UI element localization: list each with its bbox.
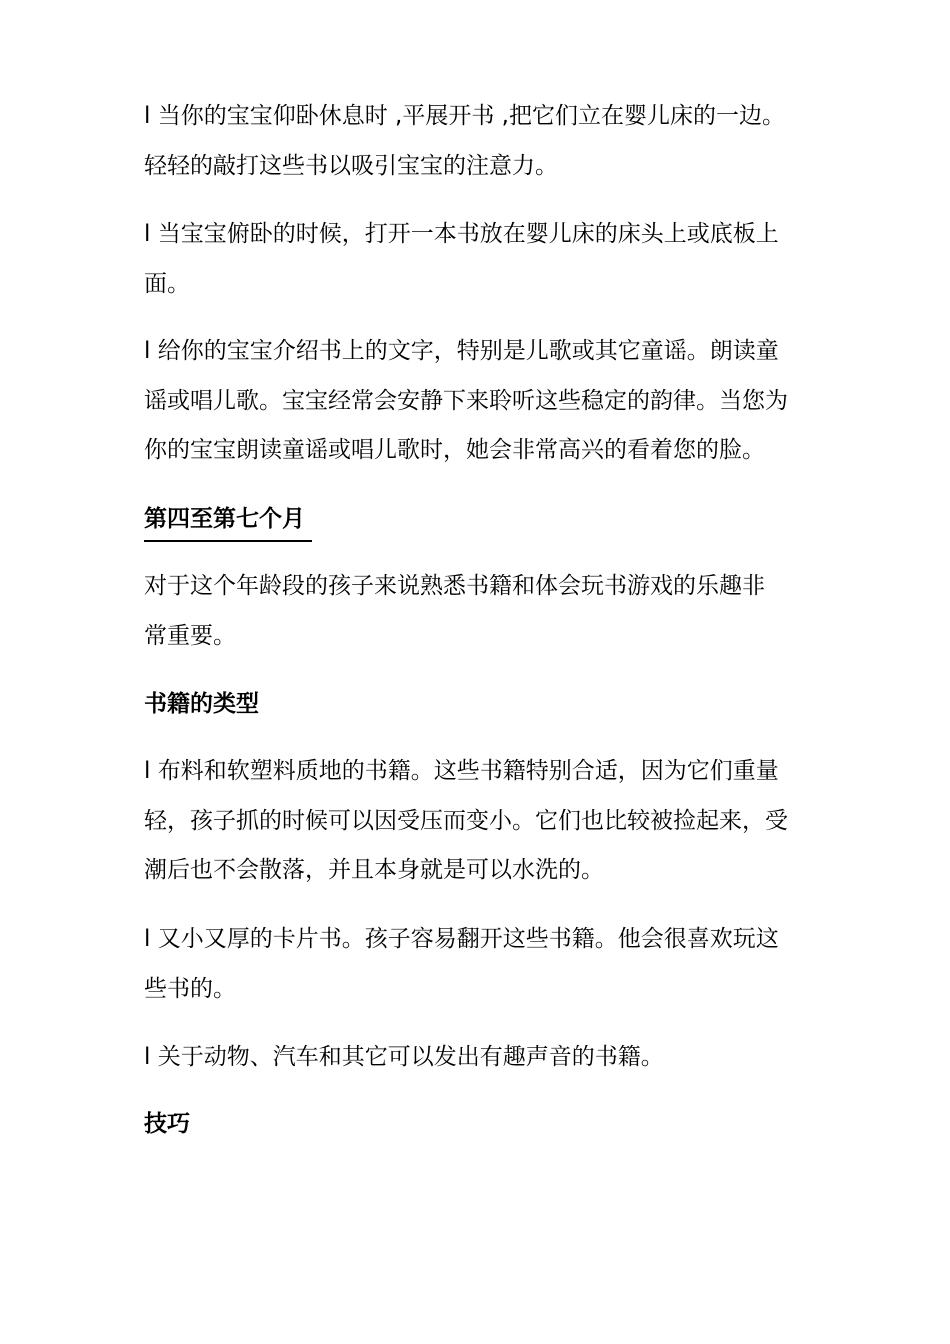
paragraph-rhymes-tip	[144, 327, 824, 476]
text-line: l 又小又厚的卡片书。孩子容易翻开这些书籍。他会很喜欢玩这	[144, 926, 779, 952]
text-line: l 当你的宝宝仰卧休息时 ,平展开书 ,把它们立在婴儿床的一边。	[144, 103, 785, 129]
text-line: 面。	[144, 270, 190, 297]
paragraph-cloth-books	[144, 747, 824, 896]
paragraph-sound-books	[144, 1033, 824, 1083]
section-heading-months-4-7: 第四至第七个月	[144, 506, 305, 532]
text-line: 轻轻的敲打这些书以吸引宝宝的注意力。	[144, 152, 558, 179]
text-line: 谣或唱儿歌。宝宝经常会安静下来聆听这些稳定的韵律。当您为	[144, 387, 788, 414]
text-line: 些书的。	[144, 975, 236, 1002]
paragraph-supine-tip	[144, 92, 824, 191]
text-line: 你的宝宝朗读童谣或唱儿歌时，她会非常高兴的看着您的脸。	[144, 437, 765, 463]
section-heading-book-types: 书籍的类型	[144, 691, 259, 717]
text-line: 潮后也不会散落，并且本身就是可以水洗的。	[144, 857, 604, 883]
paragraph-age-intro	[144, 562, 824, 661]
heading-underline	[144, 540, 312, 542]
text-line: 常重要。	[144, 622, 236, 649]
text-line: l 布料和软塑料质地的书籍。这些书籍特别合适，因为它们重量	[144, 758, 779, 784]
text-line: 对于这个年龄段的孩子来说熟悉书籍和体会玩书游戏的乐趣非	[144, 573, 765, 599]
text-line: l 关于动物、汽车和其它可以发出有趣声音的书籍。	[144, 1044, 664, 1070]
paragraph-prone-tip	[144, 210, 824, 309]
paragraph-card-books	[144, 915, 824, 1014]
section-heading-tips: 技巧	[144, 1111, 190, 1137]
text-line: l 当宝宝俯卧的时候，打开一本书放在婴儿床的床头上或底板上	[144, 221, 779, 247]
text-line: 轻，孩子抓的时候可以因受压而变小。它们也比较被捡起来，受	[144, 807, 788, 834]
text-line: l 给你的宝宝介绍书上的文字，特别是儿歌或其它童谣。朗读童	[144, 338, 779, 364]
